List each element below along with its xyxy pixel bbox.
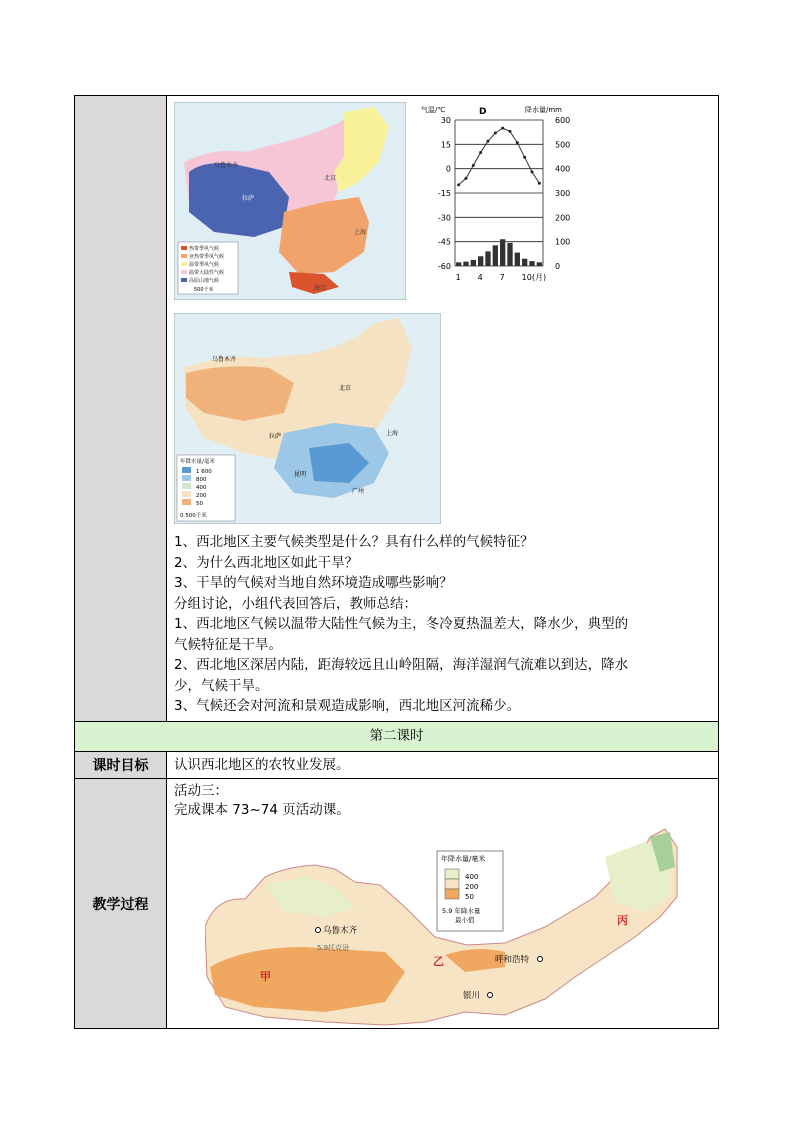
question-3: 3、干旱的气候对当地自然环境造成哪些影响？ <box>174 575 453 591</box>
precip-tick: 600 <box>555 116 571 125</box>
goal-text: 认识西北地区的农牧业发展。 <box>166 751 718 778</box>
legend-item: 温带大陆性气候 <box>189 270 225 276</box>
legend-item: 热带季风气候 <box>189 246 220 252</box>
city-label: 上海 <box>354 229 367 236</box>
temp-point <box>523 156 526 159</box>
climate-chart <box>415 100 575 296</box>
label-yi: 乙 <box>433 955 444 968</box>
northwest-map <box>205 827 679 1027</box>
answer-line: 1、西北地区气候以温带大陆性气候为主，冬冷夏热温差大，降水少，典型的 <box>174 616 629 632</box>
chart-ylabel-left: 气温/℃ <box>421 106 446 114</box>
lesson-table <box>74 95 719 1029</box>
legend-item: 400 <box>465 873 479 881</box>
answer-line: 2、西北地区深居内陆，距海较远且山岭阻隔，海洋湿润气流难以到达，降水 <box>174 657 629 673</box>
precip-bar <box>515 253 520 266</box>
city-label: 北京 <box>339 385 352 392</box>
temp-tick: -60 <box>437 262 451 271</box>
dry-zone <box>210 947 405 1012</box>
activity-text: 完成课本 73~74 页活动课。 <box>174 802 350 818</box>
precip-bar <box>485 251 490 266</box>
temp-tick: -15 <box>437 189 451 198</box>
city-hohhot: 呼和浩特 <box>495 955 530 965</box>
scale-bar: 0 500千米 <box>180 513 207 519</box>
city-label: 拉萨 <box>242 195 255 202</box>
precip-bar <box>507 243 512 266</box>
section-header: 第二课时 <box>75 721 718 751</box>
map2-legend <box>177 455 235 521</box>
temp-point <box>516 141 519 144</box>
city-label: 拉萨 <box>269 433 282 440</box>
city-label: 乌鲁木齐 <box>212 356 237 363</box>
question-1: 1、西北地区主要气候类型是什么？具有什么样的气候特征？ <box>174 534 534 550</box>
city-label: 昆明 <box>294 471 307 478</box>
legend-item: 800 <box>196 477 207 483</box>
precip-tick: 500 <box>555 140 571 150</box>
precip-bar <box>456 262 461 266</box>
temp-point <box>479 151 482 154</box>
chart-ylabel-right: 降水量/mm <box>525 106 562 114</box>
x-tick: 4 <box>477 273 483 282</box>
legend-item: 200 <box>465 883 479 891</box>
goal-label: 课时目标 <box>75 751 166 778</box>
label-jia: 甲 <box>260 970 271 983</box>
precip-tick: 100 <box>555 237 571 247</box>
process-label: 教学过程 <box>75 778 166 1028</box>
precip-bar <box>500 239 505 266</box>
question-2: 2、为什么西北地区如此干旱？ <box>174 554 359 571</box>
chart-title: D <box>479 107 487 117</box>
legend-title: 年降水量/毫米 <box>441 855 486 863</box>
x-tick: 7 <box>499 273 505 282</box>
temp-point <box>465 177 468 180</box>
legend-item: 50 <box>196 501 203 507</box>
city-urumqi: 乌鲁木齐 <box>323 926 358 936</box>
temp-point <box>501 127 504 130</box>
x-tick: 1 <box>455 273 461 282</box>
temp-tick: -30 <box>437 213 451 223</box>
city-tokxun: 5.9托克逊 <box>317 944 350 952</box>
map3-legend <box>437 851 503 931</box>
precip-bar <box>493 245 498 266</box>
legend-title: 年降水量/毫米 <box>180 459 215 465</box>
scale-bar: 500千米 <box>194 287 214 293</box>
temp-tick: -45 <box>437 237 451 247</box>
legend-item: 200 <box>196 493 207 499</box>
legend-item: 1 600 <box>196 469 212 475</box>
answer-line: 3、气候还会对河流和景观造成影响，西北地区河流稀少。 <box>174 698 521 714</box>
city-yinchuan: 银川 <box>463 991 481 1001</box>
chart-bars <box>456 239 542 266</box>
precip-bar <box>471 260 476 266</box>
temp-point <box>538 182 541 185</box>
legend-note: 5.9 年降水量 <box>442 907 481 915</box>
content-cell-1 <box>166 96 718 721</box>
legend-item: 50 <box>465 893 474 901</box>
x-tick: 10(月) <box>521 273 547 282</box>
answer-line: 少，气候干旱。 <box>174 677 269 694</box>
process-cell <box>166 778 718 1028</box>
legend-item: 亚热带季风气候 <box>189 254 225 260</box>
city-label: 乌鲁木齐 <box>214 162 239 169</box>
city-label: 广州 <box>352 488 365 495</box>
text-block <box>174 532 714 717</box>
left-label-cell-1 <box>75 96 166 721</box>
temp-tick: 0 <box>445 164 451 174</box>
summary-intro: 分组讨论，小组代表回答后，教师总结： <box>174 595 417 612</box>
precip-tick: 400 <box>555 164 571 174</box>
precip-bar <box>478 256 483 266</box>
precip-bar <box>463 262 468 266</box>
city-label: 上海 <box>386 430 399 437</box>
temp-tick: 30 <box>440 116 451 125</box>
label-bing: 丙 <box>617 914 628 927</box>
precip-tick: 0 <box>555 262 561 271</box>
temp-point <box>457 183 460 186</box>
chart-grid <box>455 120 543 266</box>
temp-point <box>494 131 497 134</box>
temp-point <box>509 130 512 133</box>
legend-item: 400 <box>196 485 207 491</box>
legend-item: 温带季风气候 <box>189 262 220 268</box>
city-label: 北京 <box>324 175 337 182</box>
temp-point <box>472 164 475 167</box>
temperature-points <box>457 127 541 187</box>
precip-tick: 300 <box>555 189 571 198</box>
legend-note: 最小值 <box>455 916 475 924</box>
climate-type-map <box>174 102 406 300</box>
temp-point <box>487 140 490 143</box>
temp-tick: 15 <box>440 140 451 150</box>
precip-tick: 200 <box>555 213 571 223</box>
answer-line: 气候特征是干旱。 <box>174 636 282 653</box>
map1-legend <box>178 242 238 294</box>
activity-title: 活动三： <box>174 783 228 799</box>
city-label: 海口 <box>314 285 327 292</box>
precip-bar <box>522 259 527 266</box>
precip-bar <box>529 261 534 266</box>
precipitation-map <box>174 313 441 524</box>
temp-point <box>531 170 534 173</box>
precip-bar <box>537 262 542 266</box>
temperature-line <box>459 128 540 185</box>
legend-item: 高原山地气候 <box>189 278 220 284</box>
